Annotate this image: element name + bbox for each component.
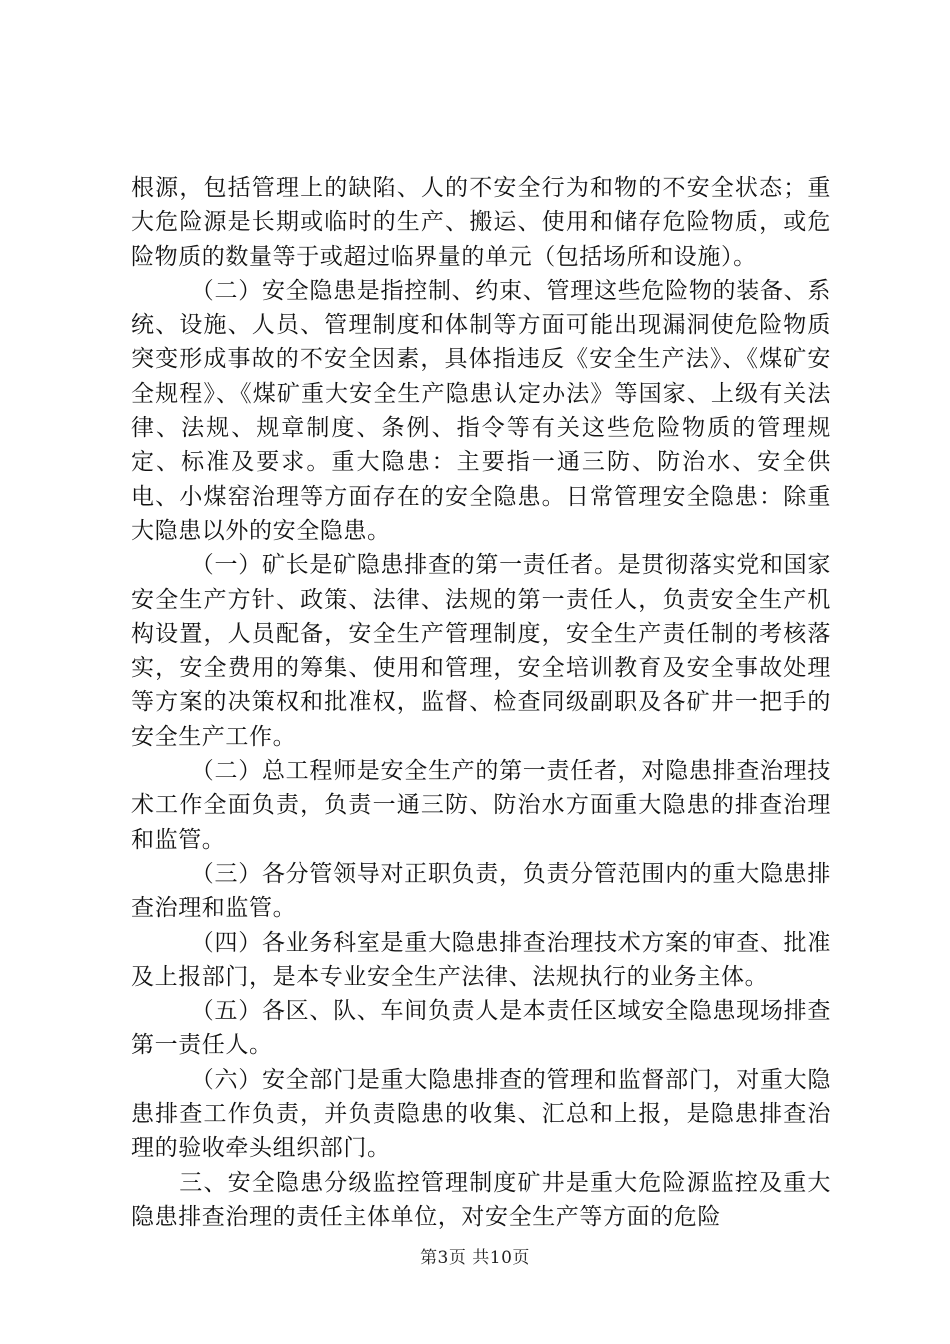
page-number-footer: 第3页 共10页 <box>420 1248 530 1268</box>
paragraph: （四）各业务科室是重大隐患排查治理技术方案的审查、批准及上报部门，是本专业安全生产法律、法规执行的业务主体。 <box>131 929 831 990</box>
paragraph: （三）各分管领导对正职负责，负责分管范围内的重大隐患排查治理和监管。 <box>131 860 831 922</box>
paragraph: （二）安全隐患是指控制、约束、管理这些危险物的装备、系统、设施、人员、管理制度和体制等方面可能出现漏洞使危险物质突变形成事故的不安全因素，具体指违反《安全生产法》、《煤矿安全规程》、《煤矿重大安全生产隐患认定办法》等国家、上级有关法律、法规、规章制度、条例、指令等有关这些危险物质的管理规定、标准及要求。重大隐患：主要指一通三防、防治水、安全供电、小煤窑治理等方面存在的安全隐患。日常管理安全隐患：除重大隐患以外的安全隐患。 <box>131 277 831 544</box>
paragraph: 根源，包括管理上的缺陷、人的不安全行为和物的不安全状态；重大危险源是长期或临时的生产、搬运、使用和储存危险物质，或危险物质的数量等于或超过临界量的单元（包括场所和设施）。 <box>131 175 831 270</box>
document-body <box>131 171 831 1234</box>
paragraph: 三、安全隐患分级监控管理制度矿井是重大危险源监控及重大隐患排查治理的责任主体单位，对安全生产等方面的危险 <box>131 1169 831 1230</box>
paragraph: （一）矿长是矿隐患排查的第一责任者。是贯彻落实党和国家安全生产方针、政策、法律、法规的第一责任人，负责安全生产机构设置，人员配备，安全生产管理制度，安全生产责任制的考核落实，安全费用的筹集、使用和管理，安全培训教育及安全事故处理等方案的决策权和批准权，监督、检查同级副职及各矿井一把手的安全生产工作。 <box>131 552 831 750</box>
paragraph: （五）各区、队、车间负责人是本责任区域安全隐患现场排查第一责任人。 <box>131 998 831 1059</box>
paragraph: （六）安全部门是重大隐患排查的管理和监督部门，对重大隐患排查工作负责，并负责隐患的收集、汇总和上报，是隐患排查治理的验收牵头组织部门。 <box>131 1066 831 1162</box>
paragraph: （二）总工程师是安全生产的第一责任者，对隐患排查治理技术工作全面负责，负责一通三防、防治水方面重大隐患的排查治理和监管。 <box>131 758 831 853</box>
